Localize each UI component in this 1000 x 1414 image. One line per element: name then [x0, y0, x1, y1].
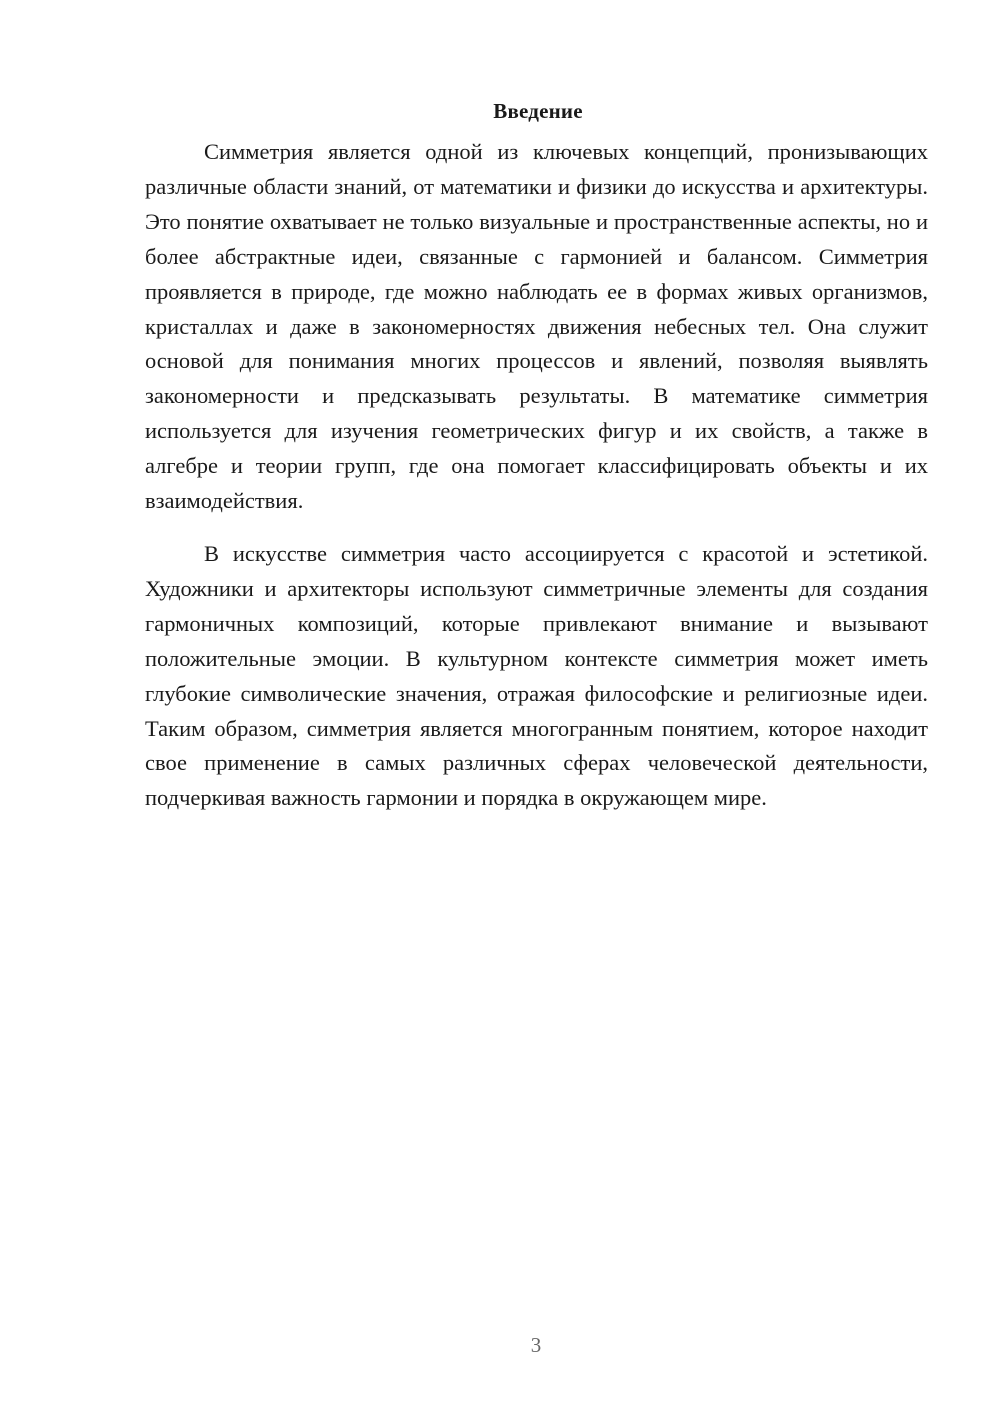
page-number: 3 — [530, 1333, 542, 1357]
page-content — [145, 96, 928, 816]
body-paragraph-2: В искусстве симметрия часто ассоциируется с красотой и эстетикой. Художники и архитекторы используют симметричные элементы для создания гармоничных композиций, которые привлекают внимание и вызывают положительные эмоции. В культурном контексте симметрия может иметь глубокие символические значения, отражая философские и религиозные идеи. Таким образом, симметрия является многогранным понятием, которое находит свое применение в самых различных сферах человеческой деятельности, подчеркивая важность гармонии и порядка в окружающем мире. — [145, 540, 928, 811]
section-title: Введение — [493, 99, 583, 123]
body-paragraph-1: Симметрия является одной из ключевых концепций, пронизывающих различные области знаний, от математики и физики до искусства и архитектуры. Это понятие охватывает не только визуальные и пространственные аспекты, но и более абстрактные идеи, связанные с гармонией и балансом. Симметрия проявляется в природе, где можно наблюдать ее в формах живых организмов, кристаллах и даже в закономерностях движения небесных тел. Она служит основой для понимания многих процессов и явлений, позволяя выявлять закономерности и предсказывать результаты. В математике симметрия используется для изучения геометрических фигур и их свойств, а также в алгебре и теории групп, где она помогает классифицировать объекты и их взаимодействия. — [145, 139, 928, 514]
